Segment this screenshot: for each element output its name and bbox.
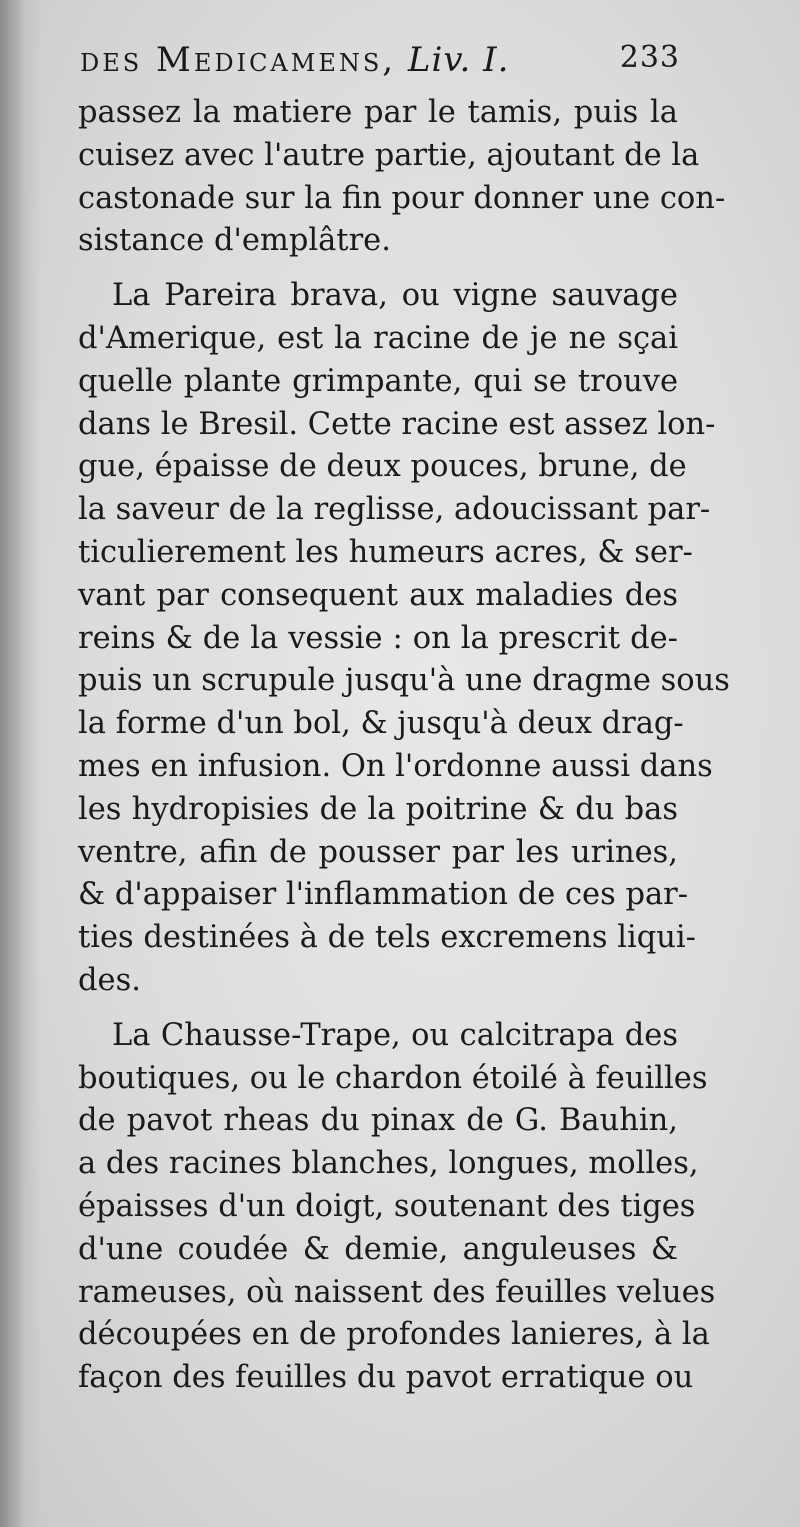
- text-line: façon des feuilles du pavot erratique ou: [78, 1360, 694, 1396]
- text-line: épaisses d'un doigt, soutenant des tiges: [78, 1188, 696, 1224]
- text-line: quelle plante grimpante, qui se trouve: [78, 363, 678, 399]
- body-text: [78, 92, 730, 1400]
- text-line: mes en infusion. On l'ordonne aussi dans: [78, 748, 713, 784]
- text-line: découpées en de profondes lanieres, à la: [78, 1317, 710, 1353]
- page-header: [80, 40, 680, 90]
- text-line: boutiques, ou le chardon étoilé à feuilles: [78, 1060, 708, 1096]
- text-line: ticulierement les humeurs acres, & ser-: [78, 534, 693, 570]
- text-line: passez la matiere par le tamis, puis la: [78, 95, 678, 130]
- text-line: gue, épaisse de deux pouces, brune, de: [78, 449, 687, 485]
- text-line: & d'appaiser l'inflammation de ces par-: [78, 877, 689, 913]
- text-line: ventre, afin de pousser par les urines,: [78, 834, 678, 870]
- text-line: puis un scrupule jusqu'à une dragme sous: [78, 663, 730, 699]
- text-line: la forme d'un bol, & jusqu'à deux drag-: [78, 706, 684, 742]
- text-line: a des racines blanches, longues, molles,: [78, 1146, 699, 1182]
- text-line: vant par consequent aux maladies des: [78, 577, 678, 613]
- text-line: de pavot rheas du pinax de G. Bauhin,: [78, 1103, 678, 1139]
- paragraph: [78, 275, 730, 1003]
- text-line: les hydropisies de la poitrine & du bas: [78, 791, 678, 827]
- text-line: reins & de la vessie : on la prescrit de-: [78, 620, 678, 656]
- binding-shadow: [0, 0, 42, 1527]
- paragraph: [78, 1015, 716, 1400]
- text-line: sistance d'emplâtre.: [78, 223, 391, 259]
- page-number: 233: [619, 40, 680, 75]
- text-line: dans le Bresil. Cette racine est assez lon-: [78, 406, 716, 442]
- running-title: des Medicamens,: [80, 40, 397, 80]
- paragraph: [78, 92, 726, 263]
- text-line: rameuses, où naissent des feuilles velues: [78, 1274, 716, 1310]
- text-line: cuisez avec l'autre partie, ajoutant de la: [78, 137, 700, 173]
- text-line: d'Amerique, est la racine de je ne sçai: [78, 320, 678, 356]
- text-line: ties destinées à de tels excremens liqui-: [78, 920, 696, 956]
- text-line: castonade sur la fin pour donner une con-: [78, 180, 726, 216]
- book-number: Liv. I.: [396, 40, 510, 80]
- text-line: La Chausse-Trape, ou calcitrapa des: [112, 1017, 678, 1053]
- text-line: des.: [78, 962, 141, 998]
- text-line: la saveur de la reglisse, adoucissant par-: [78, 492, 711, 528]
- text-line: La Pareira brava, ou vigne sauvage: [112, 278, 678, 314]
- text-line: d'une coudée & demie, anguleuses &: [78, 1231, 678, 1267]
